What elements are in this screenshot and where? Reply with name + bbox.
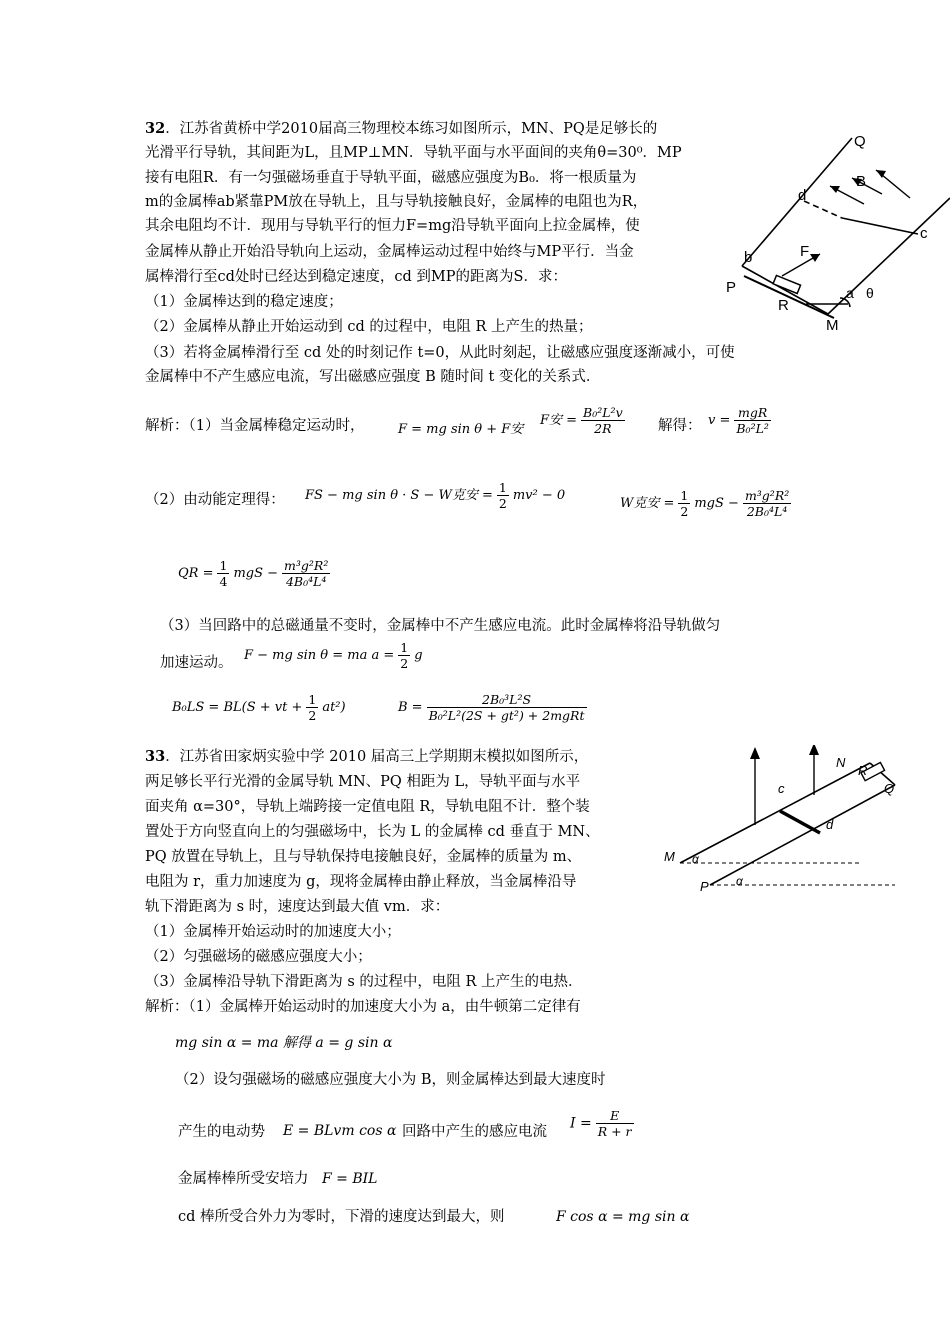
- q32-sol3-line-2: 加速运动。: [160, 655, 233, 671]
- q32-label-c: c: [920, 225, 928, 242]
- q33-emf-label: 产生的电动势: [178, 1124, 265, 1140]
- q32-sol3-b-eq: B = $\frac{\text{2B₀³L²S}}{\text{B₀²L²(2S + gt²) + 2mgRt}}$: [398, 692, 585, 723]
- q32-line-3: 接有电阻R．有一匀强磁场垂直于导轨平面，磁感应强度为B₀．将一根质量为: [145, 170, 637, 186]
- q33-sol-intro: 解析：（1）金属棒开始运动时的加速度大小为 a，由牛顿第二定律有: [145, 999, 581, 1015]
- q33-line-4: 置处于方向竖直向上的匀强磁场中，长为 L 的金属棒 cd 垂直于 MN、: [145, 824, 600, 840]
- q33-balance-eq: F cos α = mg sin α: [556, 1209, 690, 1225]
- q33-label-c: c: [778, 781, 785, 796]
- q33-label-alpha-2: α: [736, 874, 743, 888]
- q33-line-3: 面夹角 α=30°，导轨上端跨接一定值电阻 R，导轨电阻不计．整个装: [145, 799, 590, 815]
- q33-current-label: 回路中产生的感应电流: [402, 1124, 547, 1140]
- q32-sol1-velocity: v = $\frac{\text{mgR}}{\text{B₀²L²}}$: [708, 405, 769, 436]
- q32-label-f: F: [800, 243, 810, 260]
- q32-label-m: M: [826, 317, 839, 334]
- q33-current-eq: I = $\frac{E}{R + r}$: [570, 1108, 632, 1139]
- q32-sol3-flux-eq: B₀LS = BL(S + vt + $\frac{1}{2}$ at²): [172, 692, 346, 723]
- q33-item-3: （3）金属棒沿导轨下滑距离为 s 的过程中，电阻 R 上产生的电热．: [145, 974, 583, 990]
- q32-sol2-eq: FS − mg sin θ · S − W克安 = $\frac{1}{2}$ mv² − 0: [305, 480, 566, 511]
- q32-sol2-label: （2）由动能定理得：: [145, 492, 285, 508]
- q33-label-p: P: [700, 879, 709, 894]
- q33-line-6: 电阻为 r，重力加速度为 g，现将金属棒由静止释放，当金属棒沿导: [145, 874, 577, 890]
- q33-force-label: 金属棒棒所受安培力: [178, 1171, 309, 1187]
- q33-balance-label: cd 棒所受合外力为零时，下滑的速度达到最大，则: [178, 1209, 505, 1225]
- q32-diagram: [722, 126, 950, 336]
- q32-sol1-eq: F = mg sin θ + F安: [398, 422, 524, 437]
- q32-sol1-result-label: 解得：: [658, 418, 702, 434]
- q32-line-1: 32．江苏省黄桥中学2010届高三物理校本练习如图所示，MN、PQ是足够长的: [145, 120, 658, 137]
- q33-label-d: d: [826, 817, 834, 832]
- q32-label-p: P: [726, 279, 737, 296]
- q32-label-q: Q: [854, 133, 866, 150]
- q32-label-r: R: [778, 297, 789, 314]
- q33-line-1: 33．江苏省田家炳实验中学 2010 届高三上学期期末模拟如图所示，: [145, 748, 589, 765]
- q32-line-2: 光滑平行导轨，其间距为L，且MP⊥MN．导轨平面与水平面间的夹角θ=30⁰．MP: [145, 145, 682, 161]
- q33-emf-eq: E = BLvm cos α: [283, 1123, 397, 1139]
- q32-label-b-field: B: [856, 173, 867, 190]
- q33-line-2: 两足够长平行光滑的金属导轨 MN、PQ 相距为 L，导轨平面与水平: [145, 774, 581, 790]
- q32-label-b: b: [744, 249, 753, 266]
- q33-label-m: M: [664, 849, 675, 864]
- q32-item-3-cont: 金属棒中不产生感应电流，写出磁感应强度 B 随时间 t 变化的关系式．: [145, 369, 601, 385]
- q33-item-1: （1）金属棒开始运动时的加速度大小；: [145, 924, 401, 940]
- q32-sol3-eq: F − mg sin θ = ma a = $\frac{1}{2}$ g: [244, 640, 423, 671]
- q33-label-alpha-1: α: [692, 852, 699, 866]
- q32-sol1-fan: F安 = $\frac{\text{B₀²L²v}}{2R}$: [540, 405, 623, 436]
- q32-sol3-line-1: （3）当回路中的总磁通量不变时，金属棒中不产生感应电流。此时金属棒将沿导轨做匀: [160, 618, 721, 634]
- q33-item-2: （2）匀强磁场的磁感应强度大小；: [145, 949, 372, 965]
- q33-diagram: [660, 745, 910, 895]
- q33-force-eq: F = BIL: [322, 1171, 378, 1187]
- q32-label-theta: θ: [866, 285, 874, 301]
- q32-item-2: （2）金属棒从静止开始运动到 cd 的过程中，电阻 R 上产生的热量；: [145, 319, 593, 335]
- q32-line-6: 金属棒从静止开始沿导轨向上运动，金属棒运动过程中始终与MP平行．当金: [145, 244, 634, 260]
- q32-sol2-work: W克安 = $\frac{1}{2}$ mgS − $\frac{\text{m³g²R²}}{\text{2B₀⁴L⁴}}$: [620, 488, 790, 519]
- q32-sol1-label: 解析：（1）当金属棒稳定运动时，: [145, 418, 365, 434]
- q33-label-r: R: [858, 763, 868, 778]
- q33-label-q: Q: [884, 781, 895, 796]
- q32-item-3: （3）若将金属棒滑行至 cd 处的时刻记作 t=0，从此时刻起，让磁感应强度逐渐减小，可使: [145, 345, 735, 361]
- q32-line-4: m的金属棒ab紧靠PM放在导轨上，且与导轨接触良好，金属棒的电阻也为R，: [145, 194, 648, 210]
- q33-label-n: N: [836, 755, 846, 770]
- q33-sol2-line: （2）设匀强磁场的磁感应强度大小为 B，则金属棒达到最大速度时: [175, 1072, 606, 1088]
- q32-label-d: d: [798, 187, 807, 204]
- q32-label-a: a: [846, 285, 854, 301]
- q33-line-7: 轨下滑距离为 s 时，速度达到最大值 vm．求：: [145, 899, 450, 915]
- q32-heat-eq: QR = $\frac{1}{4}$ mgS − $\frac{\text{m³g²R²}}{\text{4B₀⁴L⁴}}$: [178, 558, 329, 589]
- q32-line-7: 属棒滑行至cd处时已经达到稳定速度，cd 到MP的距离为S．求：: [145, 269, 567, 285]
- q33-eq1: mg sin α = ma 解得 a = g sin α: [175, 1035, 393, 1051]
- q33-line-5: PQ 放置在导轨上，且与导轨保持电接触良好，金属棒的质量为 m、: [145, 849, 582, 865]
- q32-item-1: （1）金属棒达到的稳定速度；: [145, 294, 343, 310]
- q32-line-5: 其余电阻均不计．现用与导轨平行的恒力F=mg沿导轨平面向上拉金属棒，使: [145, 218, 640, 234]
